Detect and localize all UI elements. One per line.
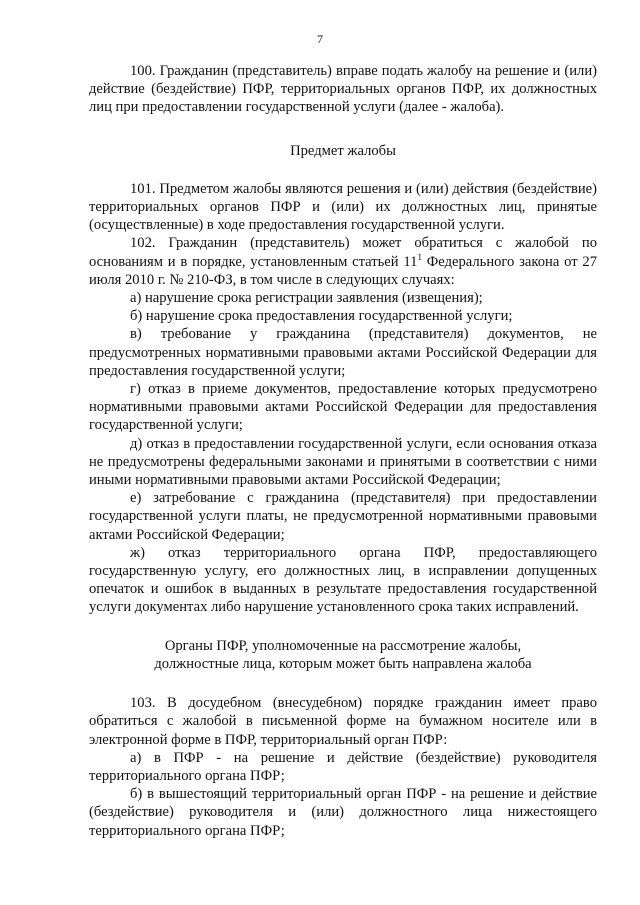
list-item-103-a: а) в ПФР - на решение и действие (бездействие) руководителя территориального органа ПФР; [89, 749, 597, 784]
section-heading-complaint-subject: Предмет жалобы [290, 142, 396, 159]
list-item-d: д) отказ в предоставлении государственной услуги, если основания отказа не предусмотрены федеральными законами и принятыми в соответствии с ними иными нормативными правовыми актами Российской Федерации; [89, 435, 597, 489]
document-body [89, 62, 597, 840]
paragraph-103: 103. В досудебном (внесудебном) порядке гражданин имеет право обратиться с жалобой в письменной форме на бумажном носителе или в электронной форме в ПФР, территориальный орган ПФР: [89, 695, 597, 748]
section-heading-authorized-bodies [89, 637, 597, 673]
list-item-zh: ж) отказ территориального органа ПФР, предоставляющего государственную услугу, его должностных лиц, в исправлении допущенных опечаток и ошибок в выданных в результате предоставления государственной услуги документах либо нарушение установленного срока таких исправлений. [89, 544, 597, 616]
footnote-superscript: 1 [417, 251, 422, 262]
paragraph-101: 101. Предметом жалобы являются решения и (или) действия (бездействие) территориальных органов ПФР и (или) их должностных лиц, принятые (осуществленные) в ходе предоставления государственной услуги. [89, 180, 597, 234]
list-item-g: г) отказ в приеме документов, предоставление которых предусмотрено нормативными правовыми актами Российской Федерации для предоставления государственной услуги; [89, 381, 597, 434]
list-item-103-b: б) в вышестоящий территориальный орган ПФР - на решение и действие (бездействие) руководителя и (или) должностного лица нижестоящего территориального органа ПФР; [89, 786, 597, 839]
list-item-v: в) требование у гражданина (представителя) документов, не предусмотренных нормативными правовыми актами Российской Федерации для предоставления государственной услуги; [89, 326, 597, 379]
paragraph-100: 100. Гражданин (представитель) вправе подать жалобу на решение и (или) действие (бездействие) ПФР, территориальных органов ПФР, их должностных лиц при предоставлении государственной услуги (далее - жалоба). [89, 63, 597, 116]
section-heading-line-2: должностные лица, которым может быть направлена жалоба [154, 655, 532, 672]
page-number: 7 [317, 32, 323, 46]
paragraph-102 [89, 234, 597, 289]
paragraph-102-text-end: Федерального закона от 27 июля 2010 г. № 210-ФЗ, в том числе в следующих случаях: [89, 253, 598, 288]
list-item-e: е) затребование с гражданина (представителя) при предоставлении государственной услуги платы, не предусмотренной нормативными правовыми актами Российской Федерации; [89, 490, 597, 543]
section-heading-line-1: Органы ПФР, уполномоченные на рассмотрение жалобы, [164, 637, 522, 654]
list-item-a: а) нарушение срока регистрации заявления (извещения); [130, 290, 483, 307]
list-item-b: б) нарушение срока предоставления государственной услуги; [130, 308, 513, 325]
paragraph-102-text-start: 102. Гражданин (представитель) может обратиться с жалобой по основаниям и в порядке, установленным статьей 11 [89, 235, 597, 270]
